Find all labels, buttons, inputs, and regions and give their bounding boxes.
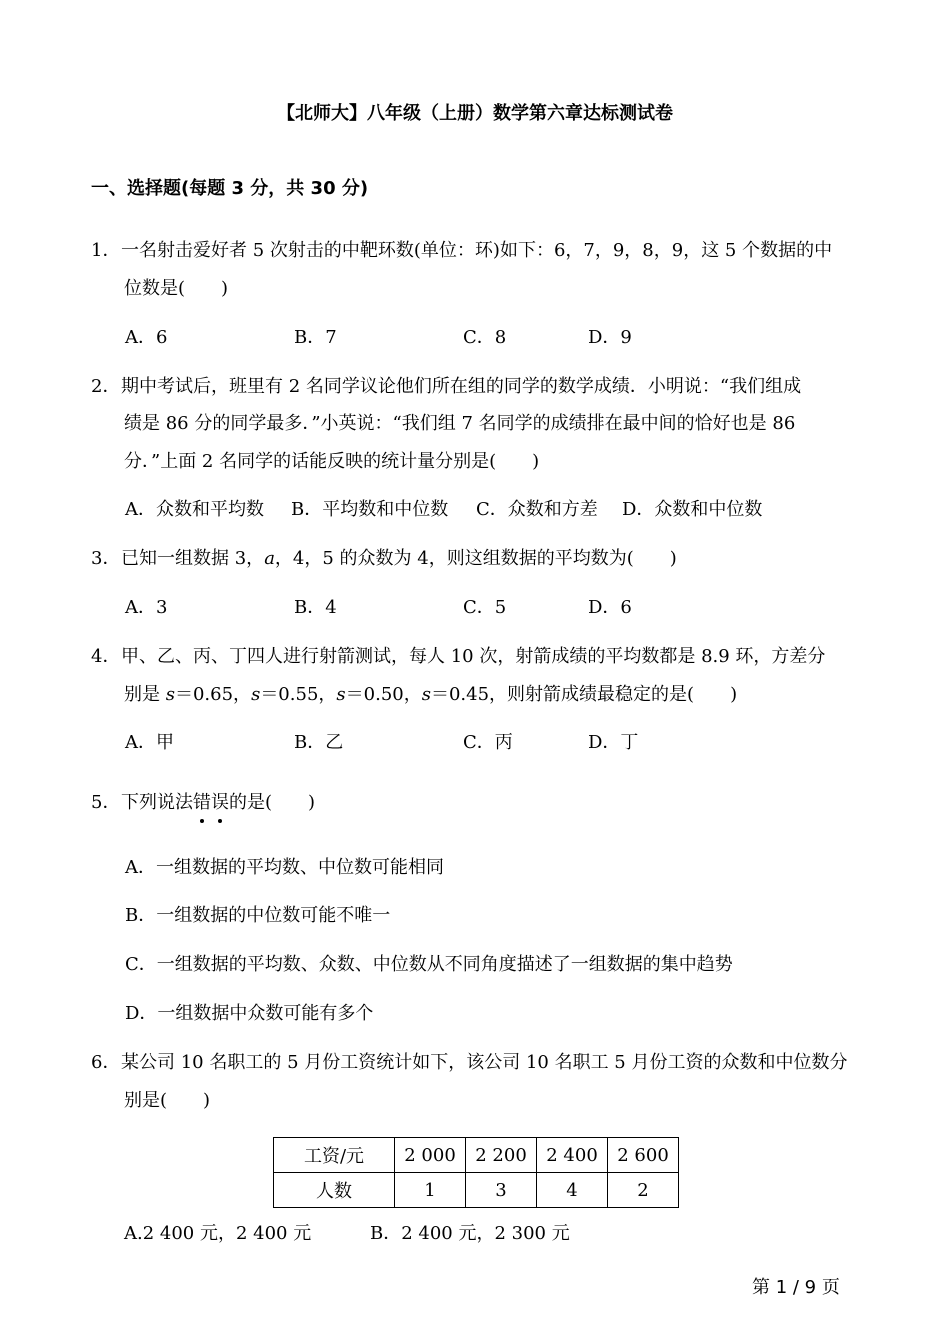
question-number: 6．	[91, 1052, 121, 1073]
option-d: D．6	[588, 597, 632, 618]
emphasis-dot: 误	[211, 792, 229, 813]
option-b: B．平均数和中位数	[291, 499, 449, 520]
page-number: 第 1 / 9 页	[752, 1277, 840, 1298]
option-a: A．6	[125, 327, 168, 348]
option-d: D．丁	[588, 732, 639, 753]
table-cell: 2 400	[537, 1138, 608, 1173]
table-cell: 2 600	[608, 1138, 679, 1173]
option-c: C．8	[463, 327, 507, 348]
option-d: D．一组数据中众数可能有多个	[125, 1003, 374, 1024]
table-cell: 2 000	[395, 1138, 466, 1173]
wage-table	[273, 1137, 679, 1208]
table-cell: 2 200	[466, 1138, 537, 1173]
option-a: A．3	[125, 597, 168, 618]
option-d: D．9	[588, 327, 632, 348]
table-cell: 2	[608, 1173, 679, 1208]
table-cell: 人数	[274, 1173, 395, 1208]
page-title: 【北师大】八年级（上册）数学第六章达标测试卷	[277, 103, 673, 124]
option-b: B．乙	[294, 732, 344, 753]
table-row	[274, 1138, 679, 1173]
question-text: 已知一组数据 3，a，4，5 的众数为 4，则这组数据的平均数为( )	[121, 548, 677, 569]
option-c: C．一组数据的平均数、众数、中位数从不同角度描述了一组数据的集中趋势	[125, 954, 733, 975]
question-number: 1．	[91, 240, 121, 261]
table-row	[274, 1173, 679, 1208]
option-a: A.2 400 元，2 400 元	[124, 1223, 312, 1244]
option-b: B．7	[294, 327, 337, 348]
question-text: 某公司 10 名职工的 5 月份工资统计如下，该公司 10 名职工 5 月份工资的众数和中位数分	[121, 1052, 848, 1073]
option-b: B．2 400 元，2 300 元	[370, 1223, 570, 1244]
option-a: A．一组数据的平均数、中位数可能相同	[125, 857, 444, 878]
question-text: 分．”上面 2 名同学的话能反映的统计量分别是( )	[124, 451, 540, 472]
question-text: 期中考试后，班里有 2 名同学议论他们所在组的同学的数学成绩．小明说：“我们组成	[121, 376, 802, 397]
question-text: 一名射击爱好者 5 次射击的中靶环数(单位：环)如下：6，7，9，8，9，这 5 个数据的中	[121, 240, 833, 261]
question-number: 2．	[91, 376, 121, 397]
option-c: C．5	[463, 597, 507, 618]
question-text: 绩是 86 分的同学最多．”小英说：“我们组 7 名同学的成绩排在最中间的恰好也是 86	[124, 413, 796, 434]
section-heading: 一、选择题(每题 3 分，共 30 分)	[91, 178, 369, 199]
table-cell: 3	[466, 1173, 537, 1208]
question-text: 下列说法错误的是( )	[121, 792, 316, 813]
emphasis-dot: 错	[193, 792, 211, 813]
question-text: 别是( )	[124, 1090, 211, 1111]
option-b: B．4	[294, 597, 337, 618]
question-number: 5．	[91, 792, 121, 813]
option-a: A．众数和平均数	[125, 499, 264, 520]
question-text: 别是 s＝0.65，s＝0.55，s＝0.50，s＝0.45，则射箭成绩最稳定的是( )	[124, 684, 738, 705]
option-b: B．一组数据的中位数可能不唯一	[125, 905, 391, 926]
question-number: 4．	[91, 646, 121, 667]
option-a: A．甲	[125, 732, 174, 753]
table-cell: 工资/元	[274, 1138, 395, 1173]
option-c: C．众数和方差	[476, 499, 598, 520]
option-c: C．丙	[463, 732, 513, 753]
question-text: 位数是( )	[124, 278, 229, 299]
table-cell: 4	[537, 1173, 608, 1208]
question-number: 3．	[91, 548, 121, 569]
option-d: D．众数和中位数	[622, 499, 763, 520]
table-cell: 1	[395, 1173, 466, 1208]
question-text: 甲、乙、丙、丁四人进行射箭测试，每人 10 次，射箭成绩的平均数都是 8.9 环，方差分	[121, 646, 826, 667]
